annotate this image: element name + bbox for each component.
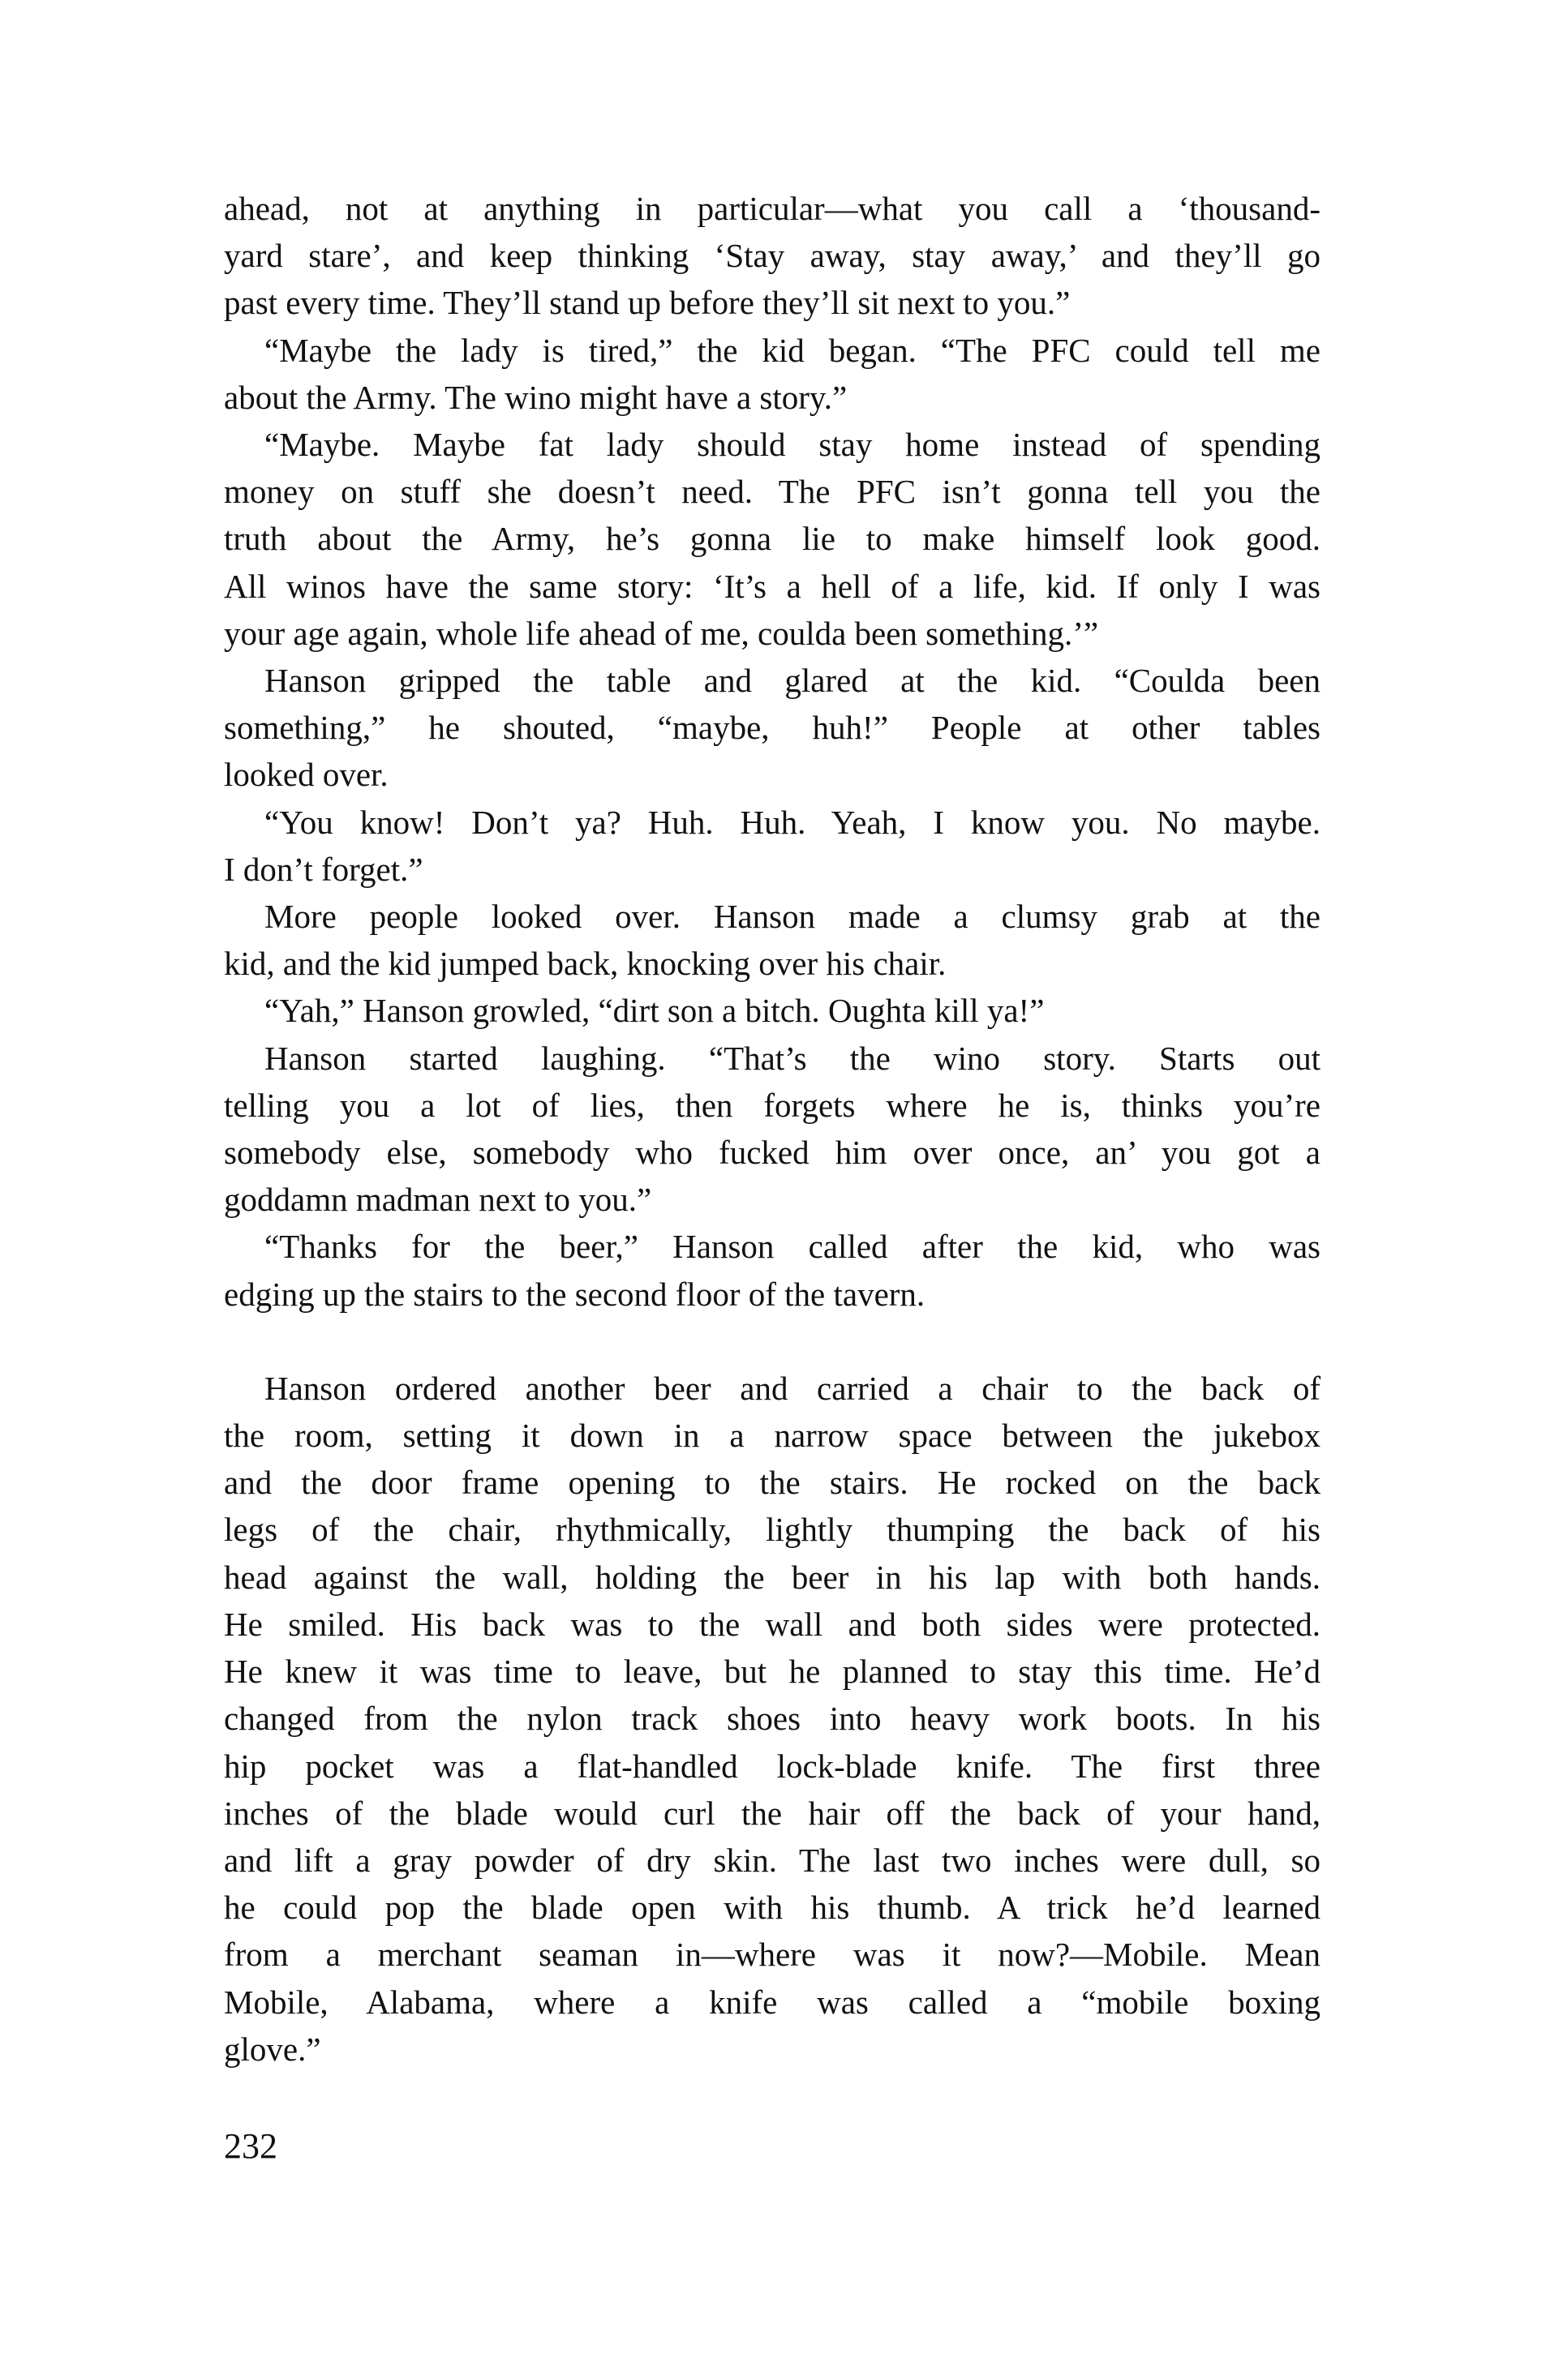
text-line: and the door frame opening to the stairs. He rocked on the back: [224, 1464, 1321, 1502]
text-line: and lift a gray powder of dry skin. The last two inches were dull, so: [224, 1841, 1321, 1879]
text-line: He smiled. His back was to the wall and both sides were protected.: [224, 1605, 1321, 1643]
text-line: “Yah,” Hanson growled, “dirt son a bitch. Oughta kill ya!”: [264, 992, 1045, 1030]
page-number: 232: [224, 2126, 277, 2166]
text-line: something,” he shouted, “maybe, huh!” People at other tables: [224, 709, 1321, 747]
text-line: goddamn madman next to you.”: [224, 1181, 652, 1219]
section-2: [224, 1365, 1321, 2073]
paragraph: [224, 893, 1321, 987]
text-line: “You know! Don’t ya? Huh. Huh. Yeah, I know you. No maybe.: [264, 803, 1321, 841]
text-line: the room, setting it down in a narrow space between the jukebox: [224, 1417, 1321, 1455]
text-line: telling you a lot of lies, then forgets where he is, thinks you’re: [224, 1086, 1321, 1124]
text-line: money on stuff she doesn’t need. The PFC isn’t gonna tell you the: [224, 473, 1321, 511]
text-line: somebody else, somebody who fucked him over once, an’ you got a: [224, 1134, 1321, 1172]
text-line: from a merchant seaman in—where was it now?—Mobile. Mean: [224, 1936, 1321, 1974]
text-line: truth about the Army, he’s gonna lie to make himself look good.: [224, 520, 1321, 558]
text-line: Hanson started laughing. “That’s the wino story. Starts out: [264, 1039, 1321, 1077]
text-line: kid, and the kid jumped back, knocking over his chair.: [224, 945, 947, 983]
text-line: legs of the chair, rhythmically, lightly thumping the back of his: [224, 1511, 1321, 1549]
text-line: “Thanks for the beer,” Hanson called after the kid, who was: [264, 1228, 1321, 1266]
text-line: All winos have the same story: ‘It’s a hell of a life, kid. If only I was: [224, 567, 1321, 605]
text-line: about the Army. The wino might have a story.”: [224, 378, 848, 416]
page-body: [224, 185, 1321, 2073]
text-line: “Maybe the lady is tired,” the kid began. “The PFC could tell me: [264, 331, 1321, 369]
paragraph: [224, 1223, 1321, 1317]
text-line: Hanson gripped the table and glared at the kid. “Coulda been: [264, 662, 1321, 700]
paragraph: [224, 421, 1321, 657]
paragraph: [224, 1035, 1321, 1224]
text-line: Hanson ordered another beer and carried a chair to the back of: [264, 1369, 1321, 1407]
paragraph: [224, 799, 1321, 893]
paragraph: [224, 657, 1321, 799]
text-line: changed from the nylon track shoes into heavy work boots. In his: [224, 1700, 1321, 1738]
paragraph: [224, 185, 1321, 327]
text-line: “Maybe. Maybe fat lady should stay home instead of spending: [264, 426, 1321, 464]
text-line: your age again, whole life ahead of me, coulda been something.’”: [224, 614, 1099, 652]
text-line: edging up the stairs to the second floor of the tavern.: [224, 1275, 925, 1313]
text-line: he could pop the blade open with his thumb. A trick he’d learned: [224, 1889, 1321, 1927]
text-line: glove.”: [224, 2030, 321, 2068]
paragraph: [224, 327, 1321, 421]
text-line: ahead, not at anything in particular—what you call a ‘thousand-: [224, 190, 1321, 227]
text-line: More people looked over. Hanson made a clumsy grab at the: [264, 898, 1321, 936]
text-line: looked over.: [224, 756, 389, 794]
text-line: He knew it was time to leave, but he planned to stay this time. He’d: [224, 1653, 1321, 1691]
paragraph: [224, 1365, 1321, 2073]
section-break: [224, 1318, 1321, 1365]
text-line: past every time. They’ll stand up before they’ll sit next to you.”: [224, 284, 1071, 322]
text-line: hip pocket was a flat-handled lock-blade knife. The first three: [224, 1747, 1321, 1785]
text-line: head against the wall, holding the beer in his lap with both hands.: [224, 1558, 1321, 1596]
text-line: I don’t forget.”: [224, 850, 423, 888]
text-line: yard stare’, and keep thinking ‘Stay away, stay away,’ and they’ll go: [224, 237, 1321, 275]
paragraph: [224, 987, 1321, 1034]
text-line: Mobile, Alabama, where a knife was called a “mobile boxing: [224, 1983, 1321, 2021]
text-line: inches of the blade would curl the hair off the back of your hand,: [224, 1794, 1321, 1832]
section-1: [224, 185, 1321, 1318]
